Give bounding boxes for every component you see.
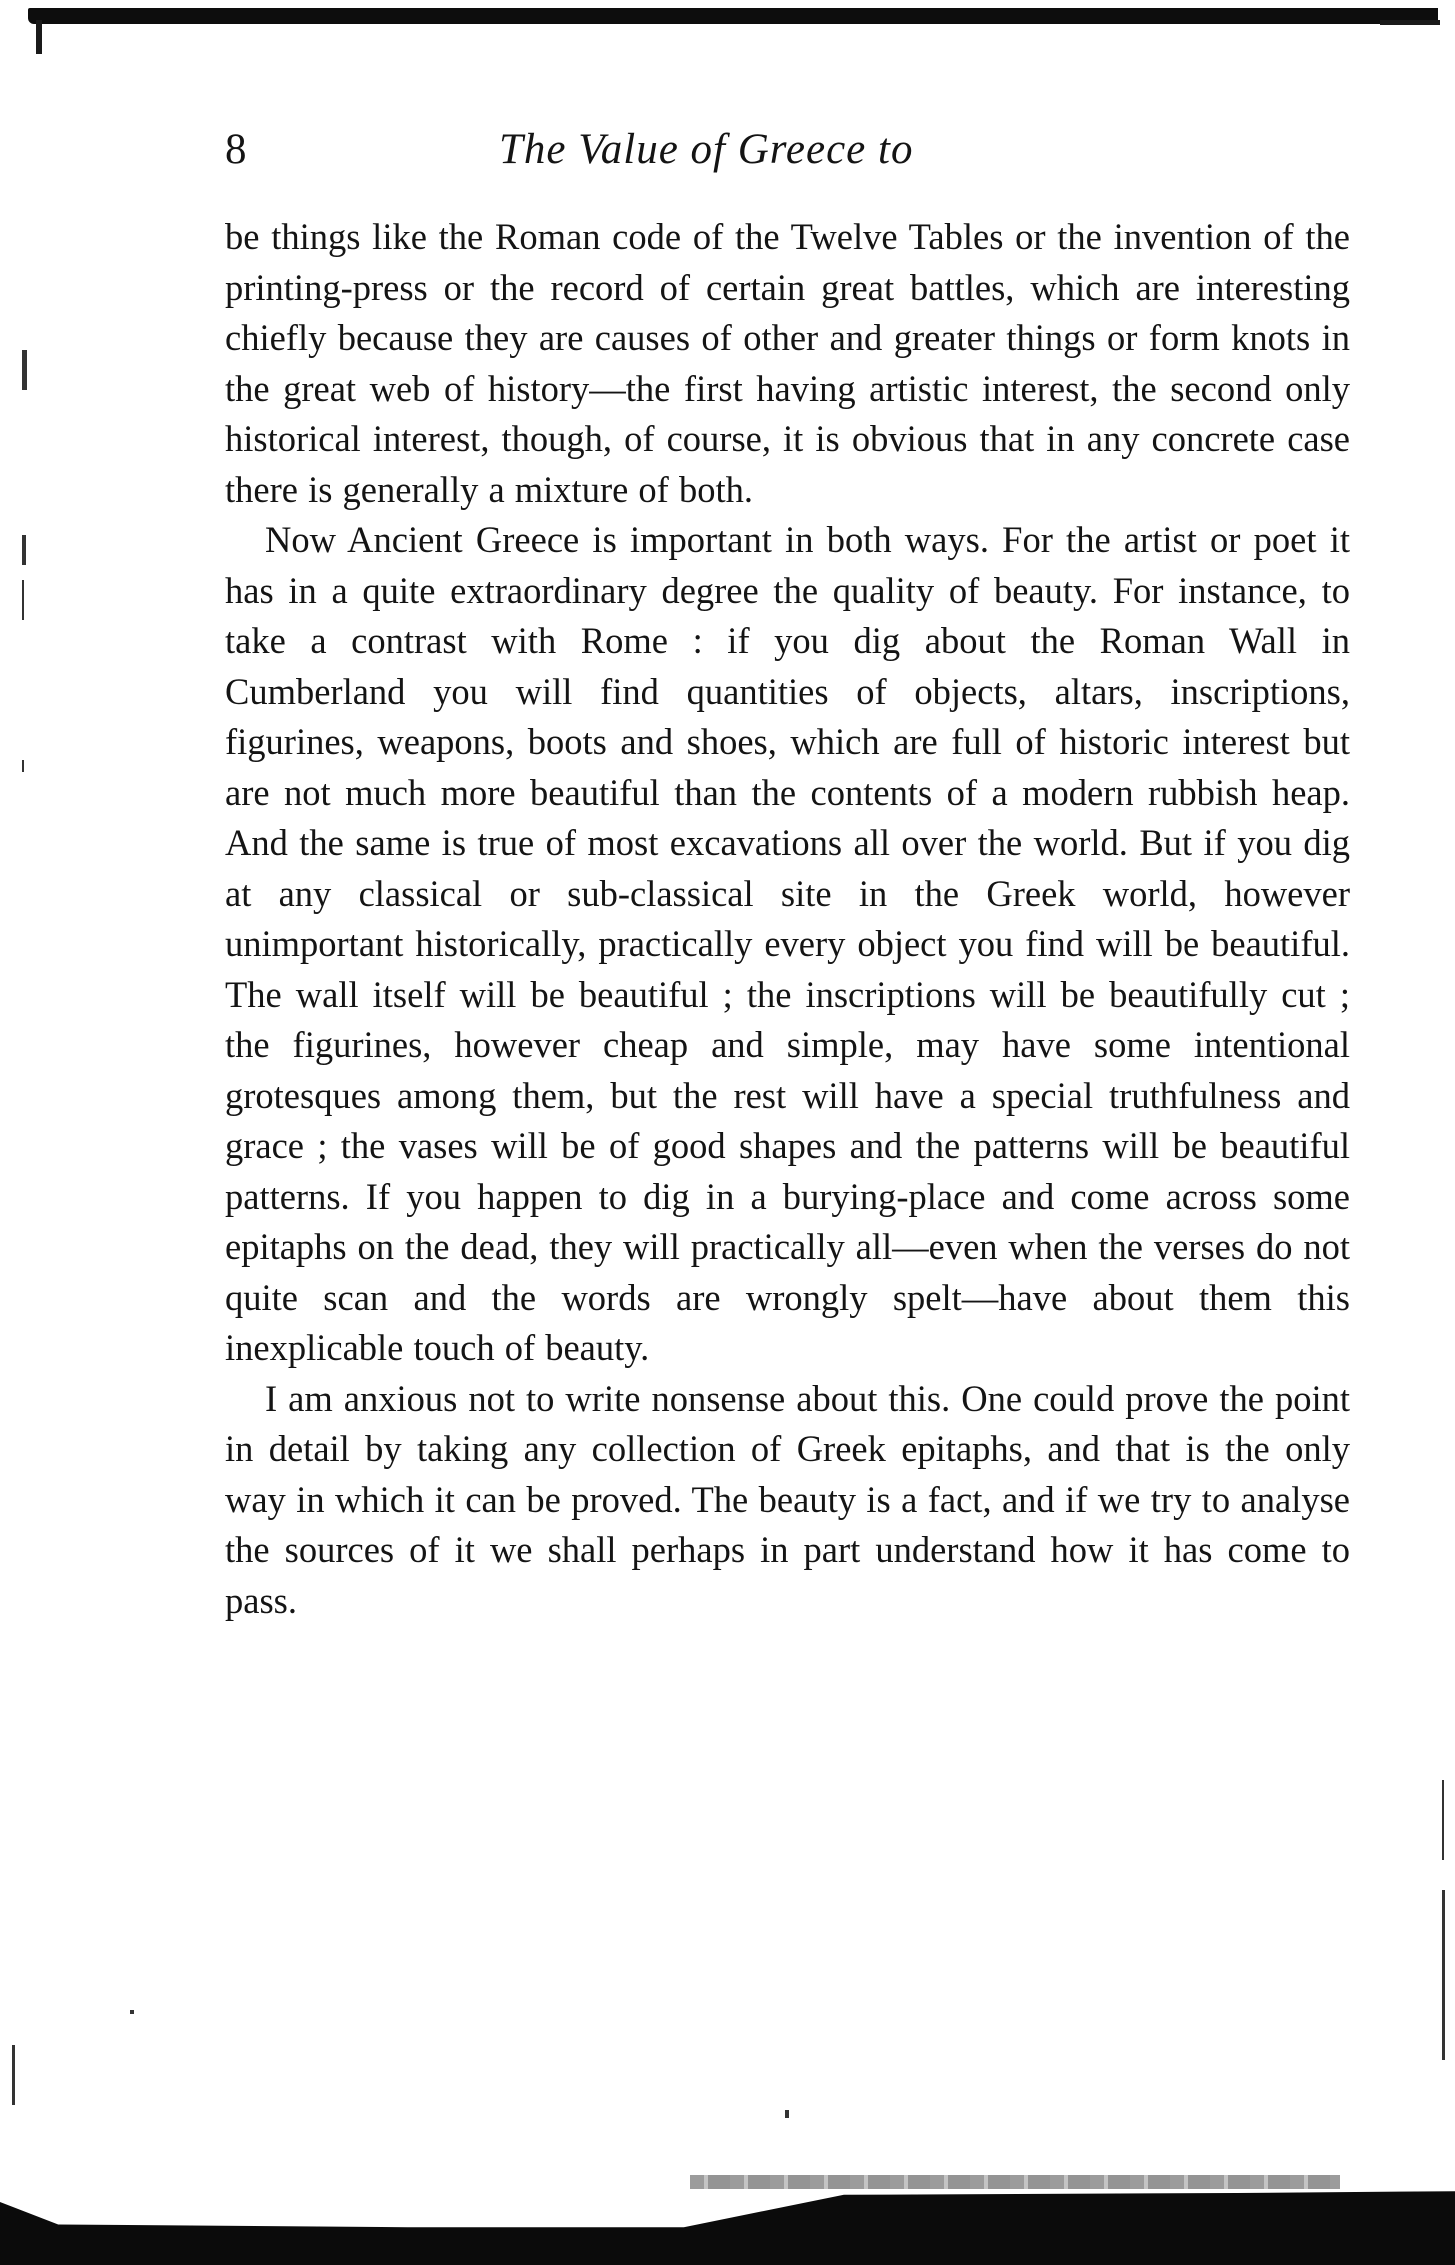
- top-scan-border-tail: [1380, 20, 1440, 25]
- paragraph-2: Now Ancient Greece is important in both ways. For the artist or poet it has in a quite extraordinary degree the quality of beauty. For instance, to take a contrast with Rome : if you dig about the Roman Wall in Cumberland you will find quantities of objects, altars, inscriptions, figurines, weapons, boots and shoes, which are full of historic interest but are not much more beautiful than the contents of a modern rubbish heap. And the same is true of most excavations all over the world. But if you dig at any classical or sub-classical site in the Greek world, however unimportant historically, practically every object you find will be beautiful. The wall itself will be beautiful ; the inscriptions will be beautifully cut ; the figurines, however cheap and simple, may have some intentional grotesques among them, but the rest will have a special truthfulness and grace ; the vases will be of good shapes and the patterns will be beautiful patterns. If you happen to dig in a burying-place and come across some epitaphs on the dead, they will practically all—even when the verses do not quite scan and the words are wrongly spelt—have about them this inexplicable touch of beauty.: [225, 519, 1350, 1368]
- running-title: The Value of Greece to: [499, 126, 914, 173]
- paragraph-3: I am anxious not to write nonsense about this. One could prove the point in detail by taking any collection of Greek epitaphs, and that is the only way in which it can be proved. The beauty is a fact, and if we try to analyse the sources of it we shall perhaps in part understand how it has come to pass.: [225, 1377, 1350, 1621]
- page-number: 8: [225, 126, 247, 173]
- page-header: [225, 120, 1055, 180]
- top-scan-border: [28, 8, 1438, 24]
- left-scan-mark: [36, 20, 42, 54]
- bottom-scan-border-texture: [690, 2175, 1340, 2189]
- body-text: [225, 212, 1350, 1626]
- paragraph-1: be things like the Roman code of the Twelve Tables or the invention of the printing-press or the record of certain great battles, which are interesting chiefly because they are causes of other and greater things or form knots in the great web of history—the first having artistic interest, the second only historical interest, though, of course, it is obvious that in any concrete case there is generally a mixture of both.: [225, 216, 1350, 510]
